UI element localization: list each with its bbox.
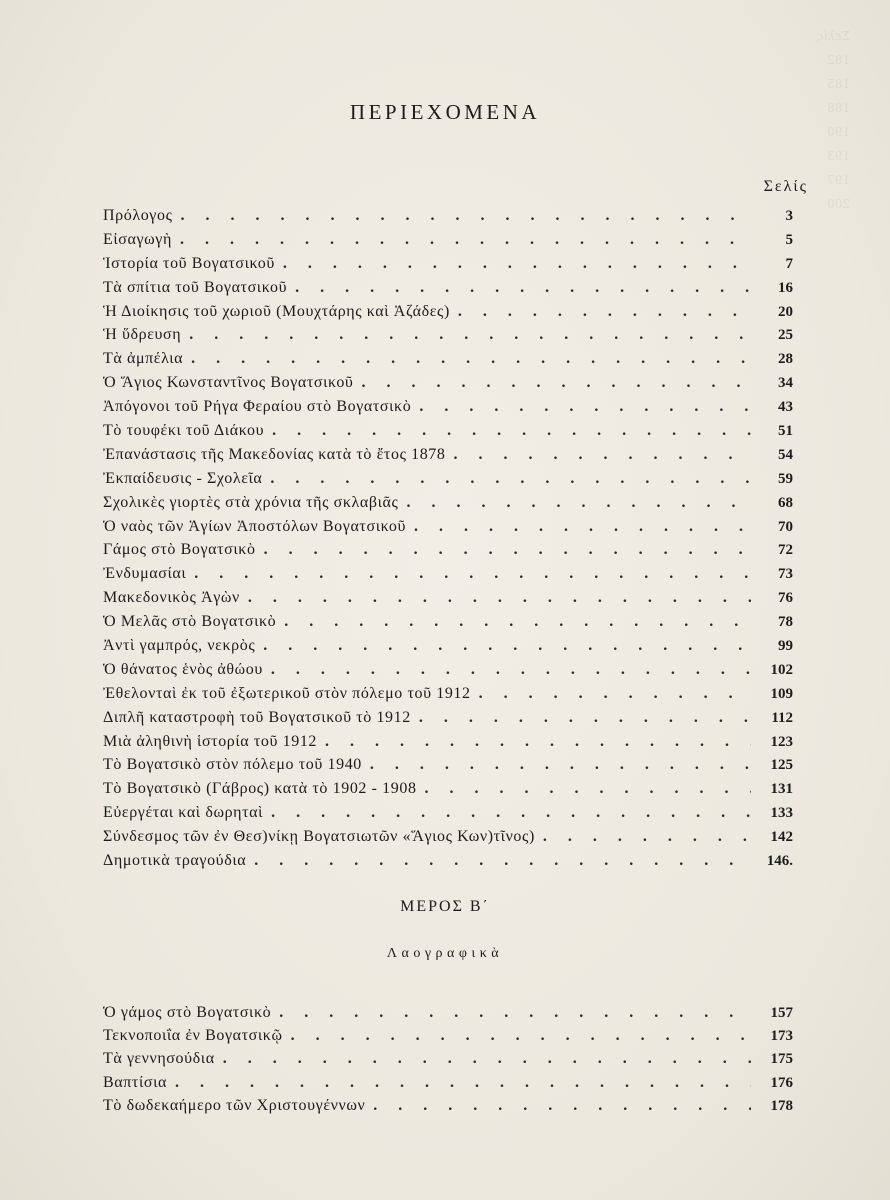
toc-entry-page-number: 131: [770, 781, 793, 798]
toc-entry: [103, 491, 793, 515]
toc-entry-title: Γάμος στὸ Βογατσικὸ: [103, 541, 256, 559]
toc-entry-title: Ἡ ὕδρευση: [103, 326, 182, 344]
toc-entry-title: Ὁ Ἅγιος Κωνσταντῖνος Βογατσικοῦ: [103, 374, 354, 392]
dot-leader: [419, 395, 751, 419]
toc-entry-title: Μιὰ ἀληθινὴ ἱστορία τοῦ 1912: [103, 732, 318, 750]
toc-entry-page-number: 3: [785, 208, 793, 224]
toc-entry-title: Ἀντὶ γαμπρός, νεκρὸς: [103, 637, 256, 655]
toc-entry-page-number: 28: [778, 351, 793, 368]
toc-entry-title: Ἀπόγονοι τοῦ Ρήγα Φεραίου στὸ Βογατσικὸ: [103, 398, 412, 416]
toc-entry: [103, 467, 793, 491]
dot-leader: [254, 849, 751, 873]
toc-entry-title: Τὸ Βογατσικὸ (Γάβρος) κατὰ τὸ 1902 - 1908: [103, 780, 417, 798]
toc-entry-title: Τὸ τουφέκι τοῦ Διάκου: [103, 422, 265, 440]
toc-entry: [103, 1071, 793, 1094]
toc-entry-title: Εἰσαγωγὴ: [103, 230, 172, 248]
toc-entry-page-number: 73: [778, 566, 793, 583]
toc-entry-page-number: 54: [778, 446, 793, 463]
dot-leader: [180, 228, 751, 252]
dot-leader: [406, 491, 751, 515]
dot-leader: [419, 706, 751, 730]
toc-entry-page-number: 78: [778, 614, 793, 631]
toc-entry: [103, 801, 793, 825]
toc-entry-page-number: 123: [770, 733, 793, 750]
toc-entry: [103, 586, 793, 610]
dot-leader: [271, 801, 751, 825]
dot-leader: [181, 204, 751, 228]
toc-entry-title: Πρόλογος: [103, 207, 173, 224]
toc-entry-page-number: 109: [770, 685, 793, 702]
toc-entry-page-number: 68: [778, 494, 793, 511]
dot-leader: [270, 467, 751, 491]
dot-leader: [425, 777, 751, 801]
dot-leader: [291, 1024, 751, 1047]
toc-entry: [103, 682, 793, 706]
toc-entry-title: Ἡ Διοίκησις τοῦ χωριοῦ (Μουχτάρης καὶ Ἀζάδες): [103, 302, 450, 320]
toc-entry-page-number: 5: [785, 231, 793, 248]
toc-entry: [103, 515, 793, 539]
toc-entry: [103, 1094, 793, 1117]
toc-entry: [103, 1024, 793, 1047]
toc-entry-title: Ὁ γάμος στὸ Βογατσικὸ: [103, 1004, 272, 1021]
dot-leader: [454, 443, 751, 467]
toc-entry-title: Ἐνδυμασίαι: [103, 565, 187, 583]
bleed-through-texture: Σελίς 182 185 188 190 193 197 200: [816, 29, 850, 211]
dot-leader: [361, 371, 751, 395]
toc-entry: [103, 1001, 793, 1024]
toc-entry-title: Ἐκπαίδευσις - Σχολεῖα: [103, 469, 263, 487]
dot-leader: [414, 515, 751, 539]
toc-entry-title: Ἐπανάστασις τῆς Μακεδονίας κατὰ τὸ ἔτος 1878: [103, 445, 446, 463]
toc-entry-title: Διπλῆ καταστροφὴ τοῦ Βογατσικοῦ τὸ 1912: [103, 708, 411, 726]
toc-entry: [103, 347, 793, 371]
dot-leader: [191, 347, 751, 371]
dot-leader: [263, 634, 751, 658]
dot-leader: [370, 753, 751, 777]
toc-entry-title: Τεκνοποιΐα ἐν Βογατσικῷ: [103, 1027, 283, 1045]
toc-entry: [103, 300, 793, 324]
toc-entry-page-number: 7: [785, 255, 793, 272]
toc-entry: [103, 634, 793, 658]
toc-entry-title: Σύνδεσμος τῶν ἐν Θεσ)νίκῃ Βογατσιωτῶν «Ἅγιος Κων)τῖνος): [103, 828, 535, 846]
toc-entry-page-number: 142: [770, 829, 793, 846]
toc-entry: [103, 371, 793, 395]
dot-leader: [264, 538, 751, 562]
toc-entry: [103, 228, 793, 252]
toc-entry: [103, 1047, 793, 1070]
dot-leader: [295, 276, 751, 300]
dot-leader: [479, 682, 751, 706]
toc-entry-page-number: 16: [778, 279, 793, 296]
dot-leader: [223, 1047, 751, 1070]
toc-entry-title: Ὁ θάνατος ἑνὸς ἀθώου: [103, 660, 263, 678]
dot-leader: [543, 825, 751, 849]
toc-entry: [103, 419, 793, 443]
toc-entry-title: Δημοτικὰ τραγούδια: [103, 852, 247, 870]
toc-entry-page-number: 146.: [766, 853, 793, 870]
toc-entry: [103, 443, 793, 467]
toc-entry-title: Τὰ ἀμπέλια: [103, 350, 184, 368]
dot-leader: [189, 323, 751, 347]
toc-entry-page-number: 102: [770, 661, 793, 678]
toc-entry: [103, 730, 793, 754]
toc-entry-title: Εὐεργέται καὶ δωρηταὶ: [103, 804, 264, 822]
toc-entry: [103, 538, 793, 562]
toc-entry: [103, 777, 793, 801]
table-of-contents-part-b: [103, 1001, 793, 1117]
toc-entry: [103, 395, 793, 419]
toc-entry: [103, 753, 793, 777]
dot-leader: [373, 1094, 751, 1117]
toc-entry-title: Τὰ σπίτια τοῦ Βογατσικοῦ: [103, 278, 288, 296]
toc-entry-page-number: 51: [778, 423, 793, 440]
toc-entry-title: Ἱστορία τοῦ Βογατσικοῦ: [103, 254, 275, 272]
toc-entry: [103, 323, 793, 347]
toc-entry-title: Ἐθελονταὶ ἐκ τοῦ ἐξωτερικοῦ στὸν πόλεμο τοῦ 1912: [103, 684, 471, 702]
toc-entry: [103, 706, 793, 730]
toc-entry-page-number: 25: [778, 327, 793, 344]
toc-entry-page-number: 72: [778, 542, 793, 559]
dot-leader: [458, 300, 751, 324]
dot-leader: [271, 658, 751, 682]
toc-entry-title: Τὸ δωδεκαήμερο τῶν Χριστουγέννων: [103, 1096, 366, 1114]
toc-entry: [103, 276, 793, 300]
dot-leader: [248, 586, 751, 610]
dot-leader: [279, 1001, 751, 1024]
table-of-contents: [103, 204, 793, 873]
toc-entry-page-number: 76: [778, 590, 793, 607]
toc-entry-page-number: 176: [770, 1074, 793, 1091]
toc-entry-page-number: 175: [770, 1051, 793, 1068]
page-title: ΠΕΡΙΕΧΟΜΕΝΑ: [349, 100, 541, 124]
toc-entry-page-number: 99: [778, 638, 793, 655]
toc-entry-title: Μακεδονικὸς Ἀγὼν: [103, 589, 240, 607]
toc-entry-page-number: 112: [771, 709, 793, 726]
toc-entry-title: Ὁ ναὸς τῶν Ἁγίων Ἀποστόλων Βογατσικοῦ: [103, 517, 407, 535]
section-subheading: Λαογραφικὰ: [386, 946, 504, 961]
dot-leader: [175, 1071, 751, 1094]
toc-entry-page-number: 178: [770, 1097, 793, 1114]
toc-entry-page-number: 20: [778, 303, 793, 320]
toc-entry: [103, 204, 793, 228]
toc-entry: [103, 658, 793, 682]
toc-entry-title: Σχολικὲς γιορτὲς στὰ χρόνια τῆς σκλαβιᾶς: [103, 493, 399, 511]
toc-entry-page-number: 43: [778, 399, 793, 416]
toc-entry-title: Ὁ Μελᾶς στὸ Βογατσικὸ: [103, 613, 277, 631]
section-heading: ΜΕΡΟΣ Β΄: [400, 898, 490, 915]
dot-leader: [283, 252, 751, 276]
dot-leader: [284, 610, 751, 634]
toc-entry-page-number: 125: [770, 757, 793, 774]
toc-entry-page-number: 173: [770, 1028, 793, 1045]
toc-entry: [103, 849, 793, 873]
toc-entry-page-number: 133: [770, 805, 793, 822]
toc-entry: [103, 610, 793, 634]
toc-entry-title: Τὰ γεννησούδια: [103, 1050, 215, 1068]
dot-leader: [272, 419, 751, 443]
dot-leader: [194, 562, 751, 586]
dot-leader: [325, 730, 751, 754]
toc-entry: [103, 562, 793, 586]
page-column-header: Σελίς: [763, 178, 808, 195]
toc-entry-title: Βαπτίσια: [103, 1073, 167, 1091]
toc-entry-page-number: 59: [778, 470, 793, 487]
toc-entry: [103, 252, 793, 276]
toc-entry: [103, 825, 793, 849]
toc-entry-page-number: 70: [778, 518, 793, 535]
toc-entry-page-number: 157: [770, 1005, 793, 1021]
toc-entry-page-number: 34: [778, 375, 793, 392]
toc-entry-title: Τὸ Βογατσικὸ στὸν πόλεμο τοῦ 1940: [103, 756, 362, 774]
